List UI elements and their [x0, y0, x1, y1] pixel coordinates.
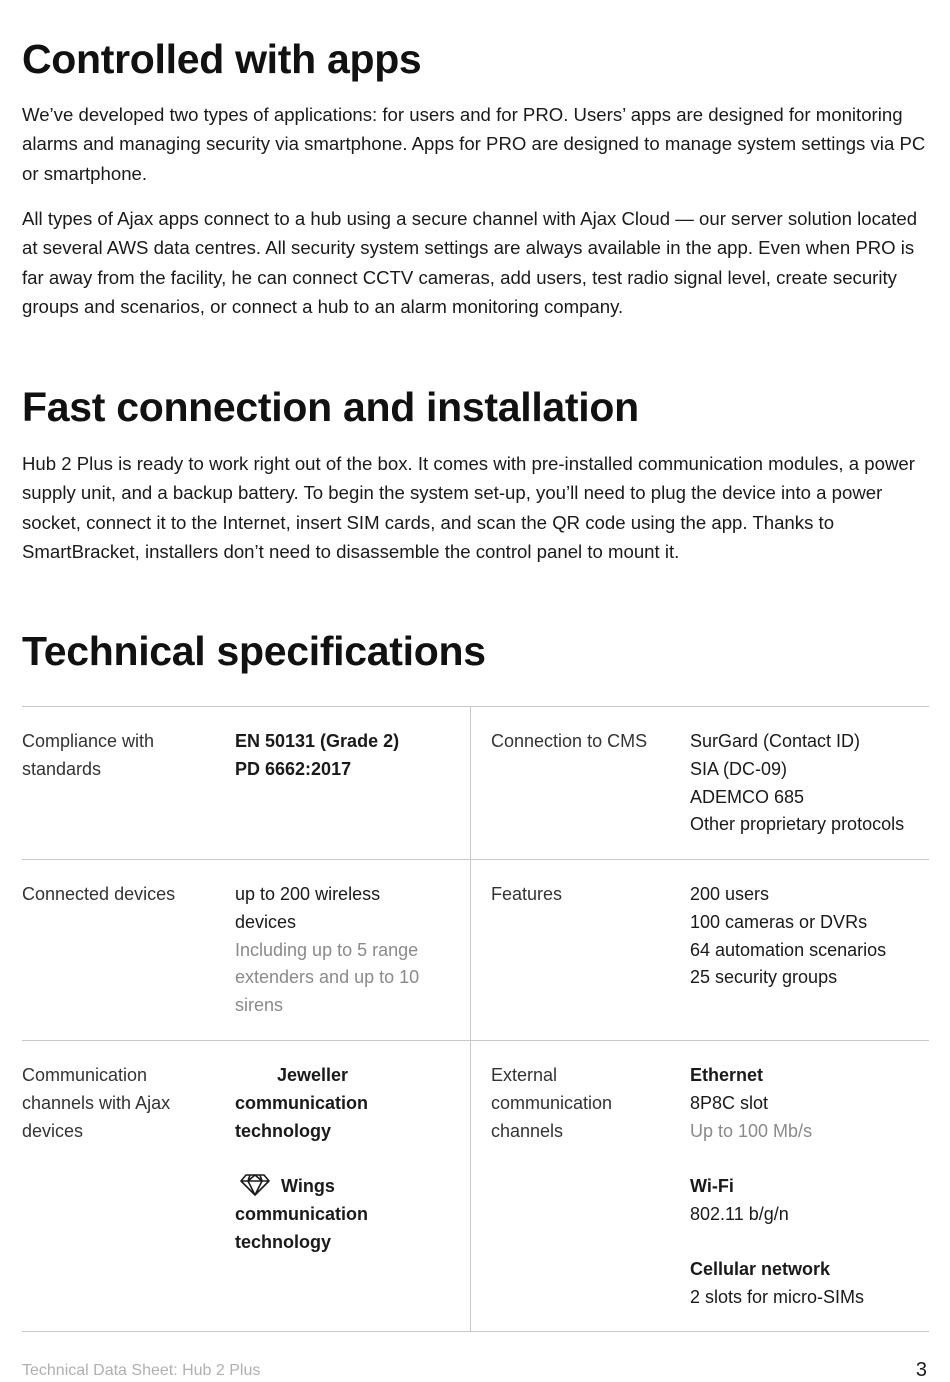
- spec-value-connected-devices: up to 200 wireless devices Including up to 5 range extenders and up to 10 sirens: [235, 884, 420, 1016]
- spec-value-features: 200 users 100 cameras or DVRs 64 automation scenarios 25 security groups: [690, 884, 887, 988]
- spec-label-connected-devices: Connected devices: [22, 884, 176, 904]
- paragraph-fast-connection: Hub 2 Plus is ready to work right out of the box. It comes with pre-installed communication modules, a power supply unit, and a backup battery. To begin the system set-up, you’ll need to plug the device into a power socket, connect it to the Internet, insert SIM cards, and scan the QR code using the app. Thanks to SmartBracket, installers don’t need to disassemble the control panel to mount it.: [22, 453, 915, 562]
- spec-value-jeweller: Jeweller communication technology: [235, 1065, 369, 1141]
- heading-controlled-with-apps: Controlled with apps: [22, 36, 422, 82]
- heading-fast-connection: Fast connection and installation: [22, 384, 639, 430]
- spec-value-cellular: Cellular network 2 slots for micro-SIMs: [690, 1259, 865, 1307]
- spec-value-wifi: Wi-Fi 802.11 b/g/n: [690, 1176, 789, 1224]
- diamond-icon: [239, 1173, 271, 1197]
- spec-label-communication-channels: Communication channels with Ajax devices: [22, 1065, 171, 1141]
- footer-document-title: Technical Data Sheet: Hub 2 Plus: [22, 1362, 261, 1379]
- spec-value-cms: SurGard (Contact ID) SIA (DC-09) ADEMCO 685 Other proprietary protocols: [690, 731, 905, 835]
- paragraph-apps-types: We’ve developed two types of applications: for users and for PRO. Users’ apps are designed for monitoring alarms and managing security via smartphone. Apps for PRO are designed to manage system settings via PC or smartphone.: [22, 104, 926, 184]
- spec-divider: [22, 706, 929, 707]
- heading-technical-specifications: Technical specifications: [22, 628, 486, 674]
- page-number: 3: [915, 1359, 927, 1381]
- spec-label-compliance: Compliance with standards: [22, 731, 155, 779]
- spec-value-ethernet: Ethernet 8P8C slot Up to 100 Mb/s: [690, 1065, 813, 1141]
- spec-divider: [22, 859, 929, 860]
- spec-divider: [22, 1331, 929, 1332]
- spec-label-external-channels: External communication channels: [491, 1065, 613, 1141]
- spec-divider: [22, 1040, 929, 1041]
- spec-table: [22, 706, 929, 1332]
- spec-label-features: Features: [491, 884, 563, 904]
- spec-column-divider: [470, 706, 471, 1332]
- spec-value-wings: Wings communication technology: [235, 1173, 368, 1256]
- paragraph-apps-cloud: All types of Ajax apps connect to a hub using a secure channel with Ajax Cloud — our server solution located at several AWS data centres. All security system settings are always available in the app. Even when PRO is far away from the facility, he can connect CCTV cameras, add users, test radio signal level, create security groups and scenarios, or connect a hub to an alarm monitoring company.: [22, 208, 918, 317]
- spec-label-cms: Connection to CMS: [491, 731, 648, 751]
- spec-value-compliance: EN 50131 (Grade 2) PD 6662:2017: [235, 731, 400, 779]
- page-footer: [22, 1359, 929, 1381]
